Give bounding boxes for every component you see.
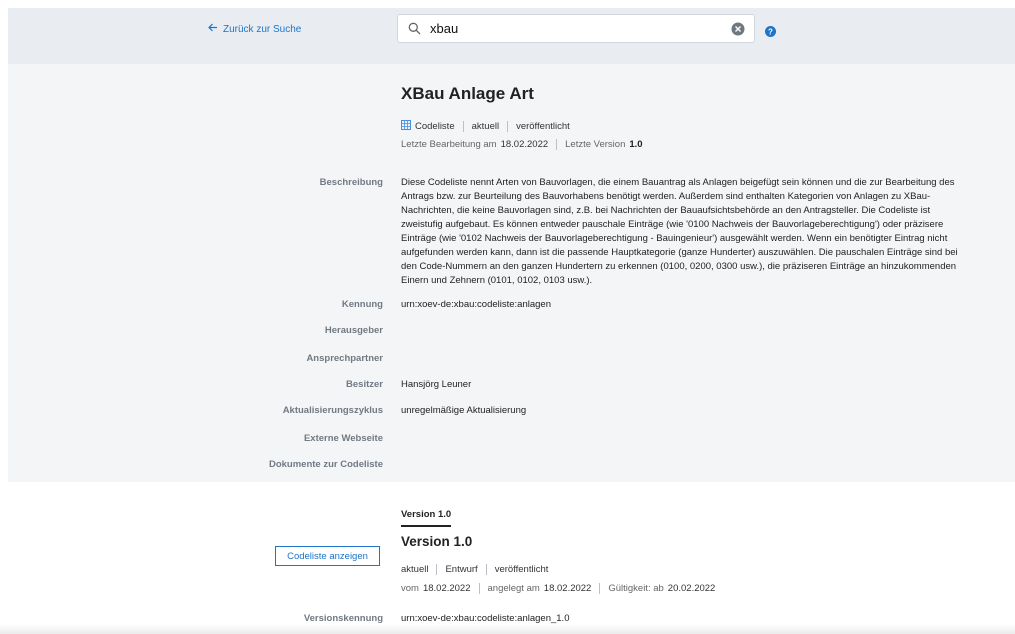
update-cycle-value: unregelmäßige Aktualisierung <box>401 405 527 416</box>
help-icon[interactable] <box>765 24 776 42</box>
identifier-value: urn:xoev-de:xbau:codeliste:anlagen <box>401 299 551 310</box>
version-created-date: 18.02.2022 <box>543 583 592 594</box>
codelist-status-row <box>401 120 578 133</box>
back-to-search-label: Zurück zur Suche <box>223 23 302 35</box>
last-version-label: Letzte Version <box>565 139 626 150</box>
update-cycle-label: Aktualisierungszyklus <box>282 405 383 416</box>
description-value: Diese Codeliste nennt Arten von Bauvorlagen, die einem Bauantrag als Anlagen beigefügt sein können und die zur Bearbeitung des Antrags bzw. zur Beurteilung des Bauvorhabens benötigt werden. Außerdem sind enthalten Kategorien von Anlagen zu XBau-Nachrichten, die keine Bauvorlagen sind, z.B. bei Nachrichten der Bauaufsichtsbehörde an den Antragsteller. Die Codeliste ist zweistufig aufgebaut. Es können entweder pauschale Einträge (wie '0100 Nachweis der Bauvorlageberechtigung') oder präzisere Einträge (wie '0102 Nachweis der Bauvorlageberechtigung - Bauingenieur') ausgewählt werden. Wenn ein benötigter Eintrag nicht aufgefunden werden kann, dann ist die passende Hauptkategorie (ganze Hunderter) auszuwählen. Die pauschalen Einträge sind bei den Code-Nummern an den ganzen Hundertern zu erkennen (0100, 0200, 0300 usw.), die präziseren Einträge an hinzukommenden Einern und Zehnern (0101, 0102, 0103 usw.). <box>401 177 958 286</box>
last-edit <box>401 139 556 150</box>
codelist-type-badge <box>401 120 463 133</box>
version-status-row <box>401 564 556 575</box>
status-current: aktuell <box>463 121 507 132</box>
show-codelist-button[interactable]: Codeliste anzeigen <box>275 546 380 566</box>
search-icon <box>408 22 421 40</box>
version-validity <box>599 583 723 594</box>
version-created <box>479 583 600 594</box>
version-from-date: 18.02.2022 <box>422 583 471 594</box>
owner-label: Besitzer <box>346 379 383 390</box>
description-label: Beschreibung <box>319 177 383 188</box>
clear-search-icon[interactable] <box>731 22 745 41</box>
bottom-fade <box>0 624 1015 634</box>
version-title: Version 1.0 <box>401 534 473 549</box>
publisher-label: Herausgeber <box>324 325 383 336</box>
version-validity-label: Gültigkeit: ab <box>608 583 664 594</box>
back-to-search-link[interactable] <box>208 23 301 35</box>
version-section <box>0 482 1015 634</box>
website-label: Externe Webseite <box>303 433 383 444</box>
contact-label: Ansprechpartner <box>306 353 383 364</box>
owner-value: Hansjörg Leuner <box>401 379 472 390</box>
version-dates-row <box>401 583 723 594</box>
search-box[interactable] <box>397 14 755 43</box>
arrow-left-icon <box>208 23 218 35</box>
version-status-draft: Entwurf <box>436 564 485 575</box>
svg-text:?: ? <box>768 27 773 37</box>
top-bar <box>8 8 1015 64</box>
documents-label: Dokumente zur Codeliste <box>268 459 383 470</box>
codelist-type-label: Codeliste <box>415 121 455 132</box>
last-version <box>556 139 650 150</box>
version-validity-date: 20.02.2022 <box>667 583 716 594</box>
version-status-published: veröffentlicht <box>486 564 557 575</box>
search-input[interactable] <box>430 19 720 38</box>
codelist-details-panel <box>8 64 1015 482</box>
status-published: veröffentlicht <box>507 121 578 132</box>
version-identifier-label: Versionskennung <box>303 613 383 624</box>
last-edit-label: Letzte Bearbeitung am <box>401 139 497 150</box>
last-edit-date: 18.02.2022 <box>500 139 549 150</box>
version-from <box>401 583 479 594</box>
identifier-label: Kennung <box>341 299 383 310</box>
page-title: XBau Anlage Art <box>401 84 534 103</box>
tab-version-1-0[interactable]: Version 1.0 <box>401 509 451 527</box>
codelist-edit-row <box>401 139 651 150</box>
version-status-current: aktuell <box>401 564 429 575</box>
version-created-label: angelegt am <box>487 583 540 594</box>
table-grid-icon <box>401 120 411 133</box>
version-from-label: vom <box>401 583 419 594</box>
last-version-value: 1.0 <box>629 139 643 150</box>
version-identifier-value: urn:xoev-de:xbau:codeliste:anlagen_1.0 <box>401 613 570 624</box>
